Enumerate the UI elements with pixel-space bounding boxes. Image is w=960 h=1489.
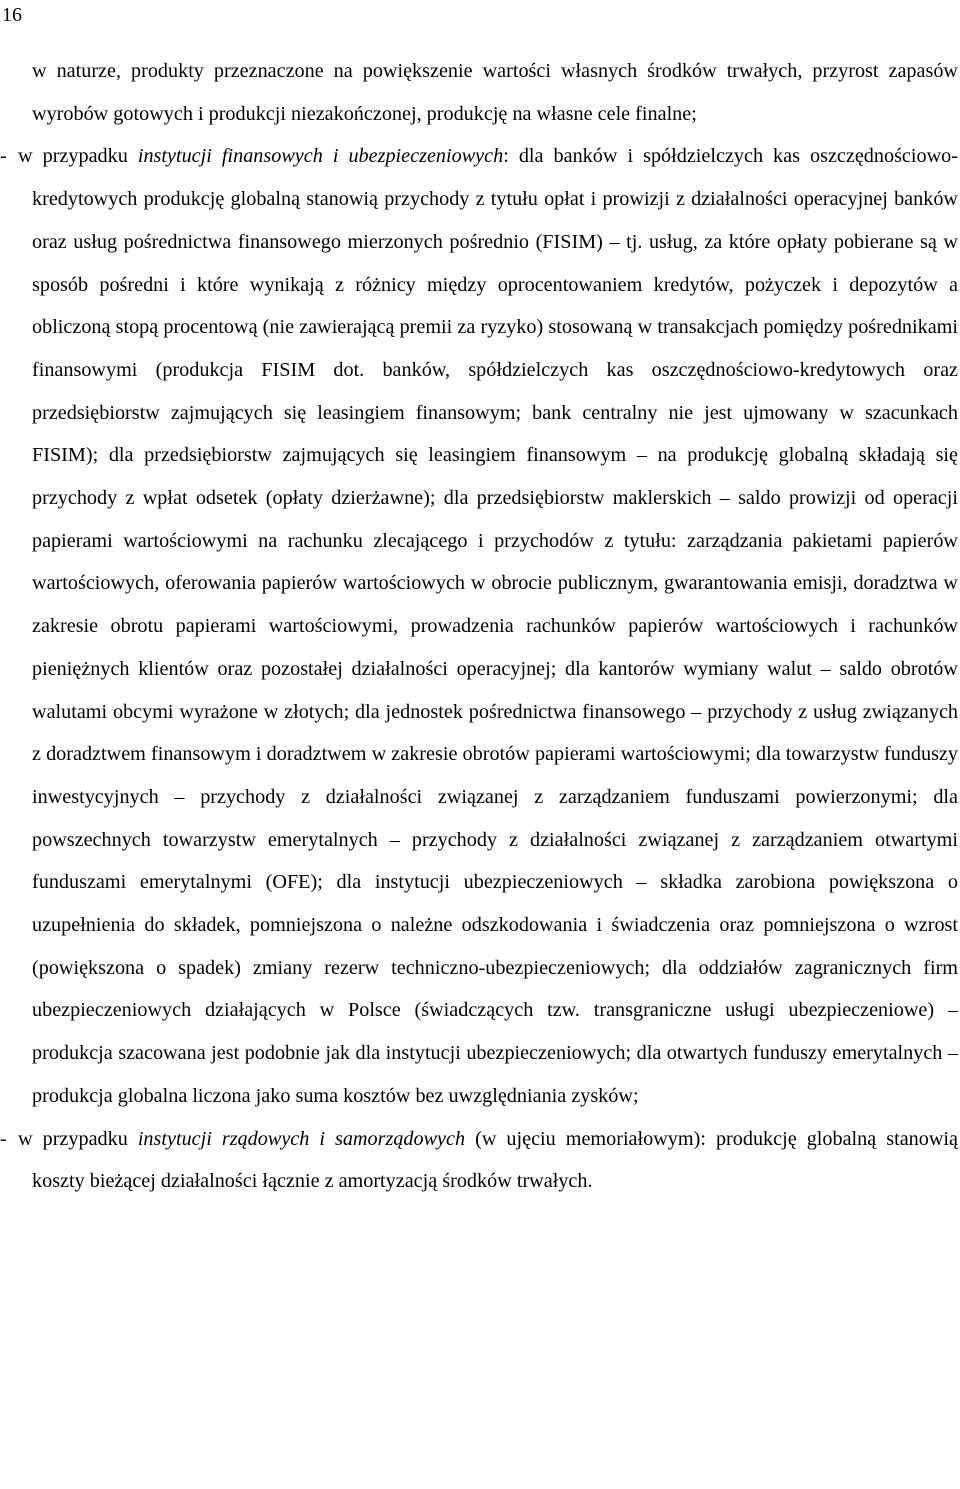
bullet-intro: w przypadku xyxy=(18,1127,138,1150)
bullet-dash: - xyxy=(0,145,7,168)
bullet-emphasis: instytucji finansowych i ubezpieczeniowych xyxy=(137,145,504,168)
document-body xyxy=(0,50,960,1203)
bullet-dash: - xyxy=(0,1127,7,1150)
paragraph-continuation: w naturze, produkty przeznaczone na powiększenie wartości własnych środków trwałych, przyrost zapasów wyrobów gotowych i produkcji niezakończonej, produkcję na własne cele finalne; xyxy=(32,60,958,125)
list-item-financial-institutions xyxy=(0,135,960,1117)
bullet-intro: w przypadku xyxy=(18,145,138,168)
bullet-body: (w ujęciu memoriałowym): produkcję globalną stanowią koszty bieżącej działalności łącznie z amortyzacją środków trwałych. xyxy=(32,1127,958,1193)
page-number: 16 xyxy=(2,4,22,26)
bullet-emphasis: instytucji rządowych i samorządowych xyxy=(137,1127,466,1150)
list-item-government-institutions xyxy=(0,1118,960,1203)
bullet-body: : dla banków i spółdzielczych kas oszczędnościowo-kredytowych produkcję globalną stanowią przychody z tytułu opłat i prowizji z działalności operacyjnej banków oraz usług pośrednictwa finansowego mierzonych pośrednio (FISIM) – tj. usług, za które opłaty pobierane są w sposób pośredni i które wynikają z różnicy między oprocentowaniem kredytów, pożyczek i depozytów a obliczoną stopą procentową (nie zawierającą premii za ryzyko) stosowaną w transakcjach pomiędzy pośrednikami finansowymi (produkcja FISIM dot. banków, spółdzielczych kas oszczędnościowo-kredytowych oraz przedsiębiorstw zajmujących się leasingiem finansowym; bank centralny nie jest ujmowany w szacunkach FISIM); dla przedsiębiorstw zajmujących się leasingiem finansowym – na produkcję globalną składają się przychody z wpłat odsetek (opłaty dzierżawne); dla przedsiębiorstw maklerskich – saldo prowizji od operacji papierami wartościowymi na rachunku zlecającego i przychodów z tytułu: zarządzania pakietami papierów wartościowych, oferowania papierów wartościowych w obrocie publicznym, gwarantowania emisji, doradztwa w zakresie obrotu papierami wartościowymi, prowadzenia rachunków papierów wartościowych i rachunków pieniężnych klientów oraz pozostałej działalności operacyjnej; dla kantorów wymiany walut – saldo obrotów walutami obcymi wyrażone w złotych; dla jednostek pośrednictwa finansowego – przychody z usług związanych z doradztwem finansowym i doradztwem w zakresie obrotów papierami wartościowymi; dla towarzystw funduszy inwestycyjnych – przychody z działalności związanej z zarządzaniem funduszami powierzonymi; dla powszechnych towarzystw emerytalnych – przychody z działalności związanej z zarządzaniem otwartymi funduszami emerytalnymi (OFE); dla instytucji ubezpieczeniowych – składka zarobiona powiększona o uzupełnienia do składek, pomniejszona o należne odszkodowania i świadczenia oraz pomniejszona o wzrost (powiększona o spadek) zmiany rezerw techniczno-ubezpieczeniowych; dla oddziałów zagranicznych firm ubezpieczeniowych działających w Polsce (świadczących tzw. transgraniczne usługi ubezpieczeniowe) – produkcja szacowana jest podobnie jak dla instytucji ubezpieczeniowych; dla otwartych funduszy emerytalnych – produkcja globalna liczona jako suma kosztów bez uwzględniania zysków; xyxy=(32,145,958,1107)
